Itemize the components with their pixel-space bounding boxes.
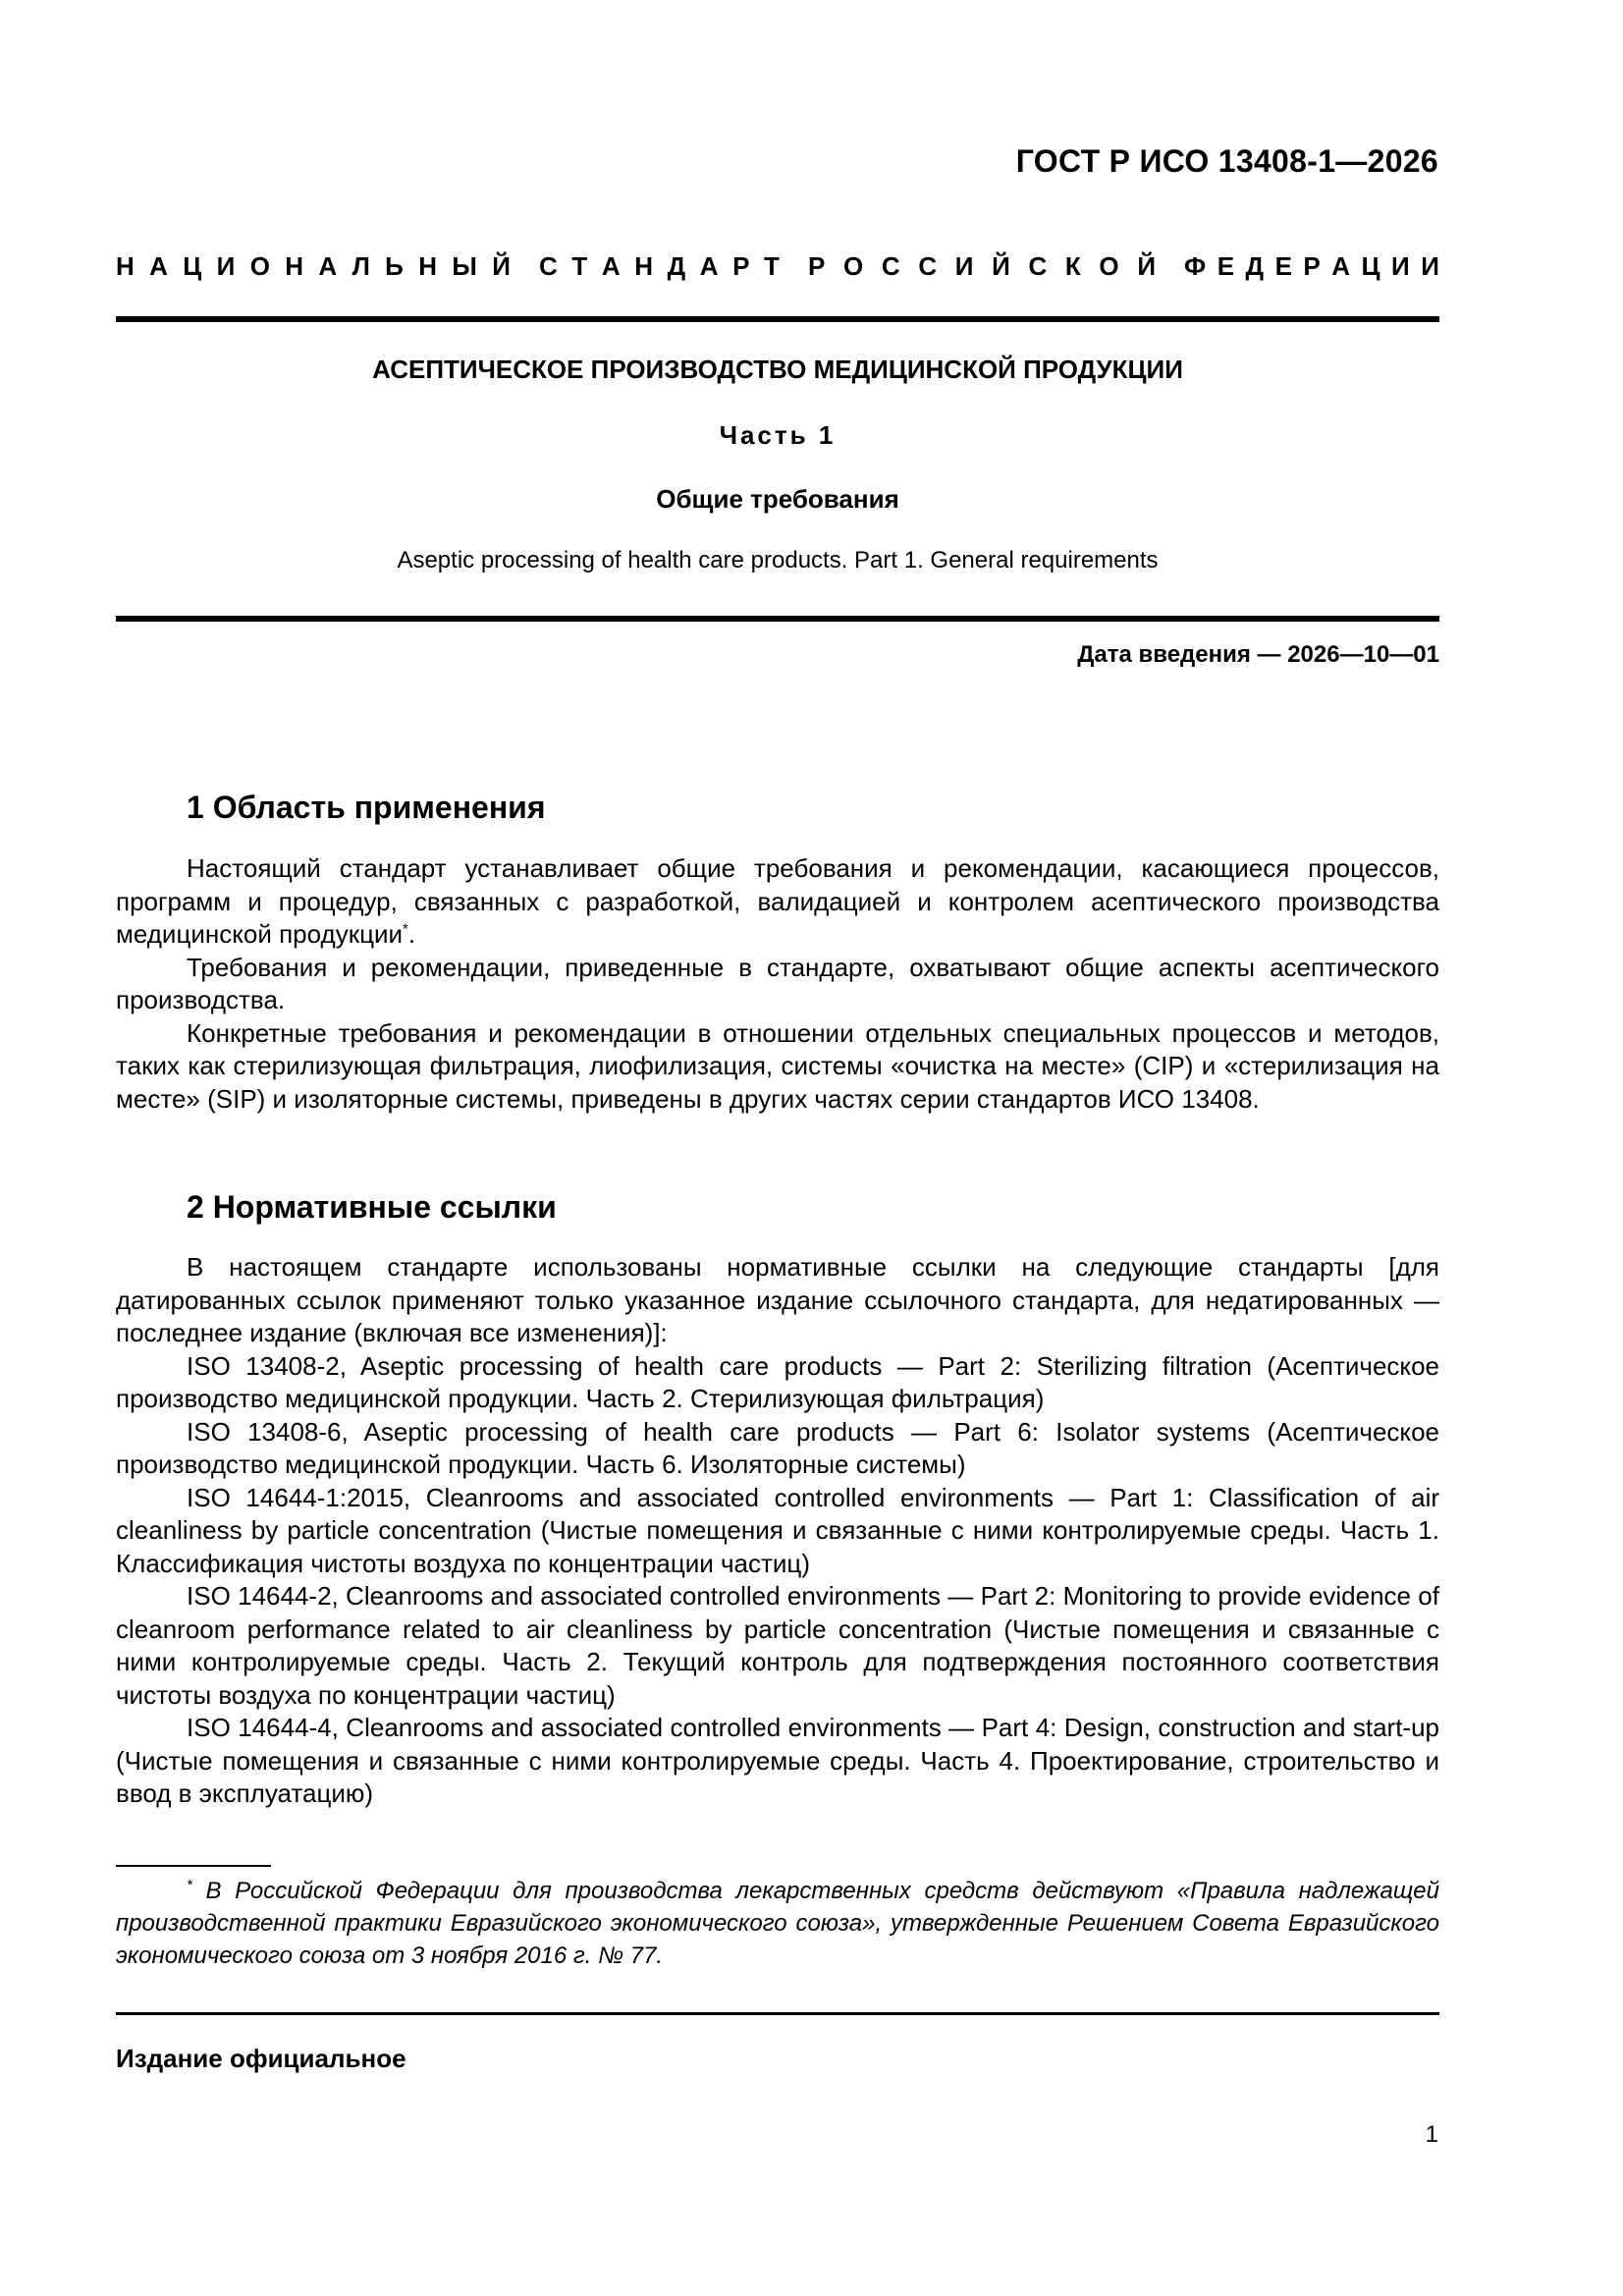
banner-letter: А bbox=[318, 251, 338, 281]
section-1-body bbox=[116, 852, 1439, 1116]
banner-letter: Р bbox=[732, 251, 750, 281]
introduction-date: Дата введения — 2026—10—01 bbox=[1077, 641, 1439, 668]
banner-letter: Л bbox=[352, 251, 370, 281]
title-divider bbox=[116, 616, 1439, 622]
reference-item: ISO 14644-4, Cleanrooms and associated controlled environments — Part 4: Design, construction and start-up (Чистые помещения и связанные с ними контролируемые среды. Часть 4. Проектирование, строительство и ввод в эксплуатацию) bbox=[116, 1713, 1439, 1808]
paragraph-text: Настоящий стандарт устанавливает общие требования и рекомендации, касающиеся процессов, программ и процедур, связанных с разработкой, валидацией и контролем асептического производства медицинской продукции bbox=[116, 853, 1439, 949]
section-2-heading: 2 Нормативные ссылки bbox=[187, 1189, 557, 1225]
banner-letter: Й bbox=[492, 251, 511, 281]
footnote-marker: * bbox=[403, 920, 408, 938]
banner-letter: Н bbox=[285, 251, 304, 281]
document-subtitle: Общие требования bbox=[656, 484, 899, 514]
section-2-body bbox=[116, 1251, 1439, 1811]
banner-letter: С bbox=[1028, 251, 1048, 281]
banner-letter: Н bbox=[116, 251, 135, 281]
banner-letter: Ь bbox=[385, 251, 404, 281]
banner-letter: С bbox=[918, 251, 938, 281]
reference-item: ISO 13408-6, Aseptic processing of health care products — Part 6: Isolator systems (Асептическое производство медицинской продукции. Часть 6. Изоляторные системы) bbox=[116, 1416, 1439, 1479]
banner-letter: Н bbox=[634, 251, 654, 281]
banner-word bbox=[808, 251, 1156, 282]
banner-letter: Т bbox=[571, 251, 588, 281]
paragraph: Конкретные требования и рекомендации в отношении отдельных специальных процессов и методов, таких как стерилизующая фильтрация, лиофилизация, системы «очистка на месте» (CIP) и «стерилизация на месте» (SIP) и изоляторные системы, приведены в других частях серии стандартов ИСО 13408. bbox=[116, 1017, 1439, 1114]
banner-letter: И bbox=[954, 251, 974, 281]
footnote bbox=[116, 1875, 1439, 1972]
document-title: АСЕПТИЧЕСКОЕ ПРОИЗВОДСТВО МЕДИЦИНСКОЙ ПРОДУКЦИИ bbox=[372, 355, 1183, 384]
banner-letter: А bbox=[699, 251, 719, 281]
banner-letter: А bbox=[149, 251, 168, 281]
english-title: Aseptic processing of health care products. Part 1. General requirements bbox=[397, 547, 1159, 574]
banner-letter: И bbox=[1421, 251, 1439, 281]
banner-letter: О bbox=[843, 251, 864, 281]
paragraph bbox=[116, 852, 1439, 952]
banner-letter: И bbox=[216, 251, 236, 281]
official-edition-label: Издание официальное bbox=[116, 2044, 406, 2073]
banner-letter: О bbox=[249, 251, 270, 281]
banner-letter: Д bbox=[1245, 251, 1265, 281]
banner-letter: Е bbox=[1274, 251, 1292, 281]
page-number: 1 bbox=[1425, 2121, 1438, 2148]
banner-word bbox=[539, 251, 780, 282]
banner-letter: С bbox=[881, 251, 900, 281]
banner-letter: Ы bbox=[452, 251, 477, 281]
national-standard-banner bbox=[116, 251, 1439, 282]
banner-word bbox=[116, 251, 511, 282]
top-divider bbox=[116, 316, 1439, 322]
paragraph: Требования и рекомендации, приведенные в стандарте, охватывают общие аспекты асептического производства. bbox=[116, 952, 1439, 1014]
banner-letter: К bbox=[1064, 251, 1081, 281]
banner-letter: Ц bbox=[183, 251, 202, 281]
banner-letter: А bbox=[601, 251, 621, 281]
banner-letter: Д bbox=[667, 251, 686, 281]
banner-letter: Р bbox=[1303, 251, 1321, 281]
banner-letter: Ц bbox=[1361, 251, 1380, 281]
banner-letter: С bbox=[539, 251, 558, 281]
banner-letter: Е bbox=[1217, 251, 1235, 281]
banner-letter: Й bbox=[992, 251, 1010, 281]
banner-letter: И bbox=[1391, 251, 1410, 281]
banner-letter: Т bbox=[764, 251, 780, 281]
footnote-divider bbox=[116, 1865, 271, 1867]
banner-letter: А bbox=[1331, 251, 1351, 281]
gost-code: ГОСТ Р ИСО 13408-1—2026 bbox=[1015, 143, 1438, 179]
banner-letter: Р bbox=[808, 251, 826, 281]
reference-item: ISO 14644-1:2015, Cleanrooms and associated controlled environments — Part 1: Classification of air cleanliness by particle concentration (Чистые помещения и связанные с ними контролируемые среды. Часть 1. Классификация чистоты воздуха по концентрации частиц) bbox=[116, 1482, 1439, 1578]
banner-letter: Н bbox=[418, 251, 437, 281]
section-1-heading: 1 Область применения bbox=[187, 790, 546, 825]
paragraph: В настоящем стандарте использованы нормативные ссылки на следующие стандарты [для датированных ссылок применяют только указанное издание ссылочного стандарта, для недатированных — последнее издание (включая все изменения)]: bbox=[116, 1252, 1439, 1347]
footnote-marker: * bbox=[187, 1877, 192, 1893]
banner-letter: Ф bbox=[1184, 251, 1207, 281]
footer-divider bbox=[116, 2012, 1439, 2015]
footnote-text: В Российской Федерации для производства лекарственных средств действуют «Правила надлежащей производственной практики Евразийского экономического союза», утвержденные Решением Совета Евразийского экономического союза от 3 ноября 2016 г. № 77. bbox=[116, 1878, 1439, 1969]
banner-letter: Й bbox=[1137, 251, 1156, 281]
reference-item: ISO 14644-2, Cleanrooms and associated controlled environments — Part 2: Monitoring to provide evidence of cleanroom performance related to air cleanliness by particle concentration (Чистые помещения и связанные с ними контролируемые среды. Часть 2. Текущий контроль для подтверждения постоянного соответствия чистоты воздуха по концентрации частиц) bbox=[116, 1581, 1439, 1710]
banner-word bbox=[1184, 251, 1439, 282]
banner-letter: О bbox=[1099, 251, 1119, 281]
reference-item: ISO 13408-2, Aseptic processing of health care products — Part 2: Sterilizing filtration (Асептическое производство медицинской продукции. Часть 2. Стерилизующая фильтрация) bbox=[116, 1350, 1439, 1413]
paragraph-end: . bbox=[407, 919, 416, 949]
part-label: Часть 1 bbox=[719, 420, 837, 450]
